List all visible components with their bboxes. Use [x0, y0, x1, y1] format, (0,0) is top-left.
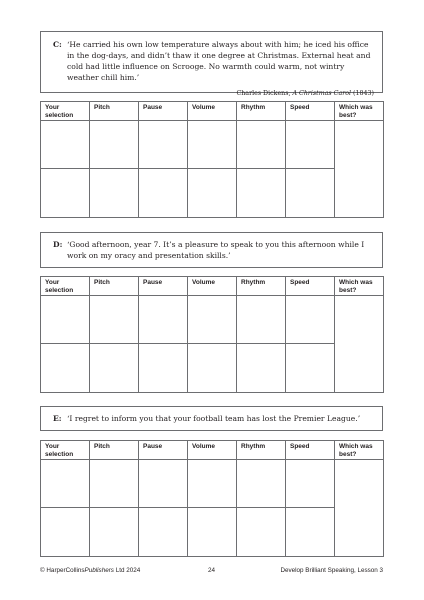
header-which-was-best: Which was best?: [335, 102, 384, 121]
cell-pause[interactable]: [139, 121, 188, 169]
header-row: [41, 102, 384, 121]
evaluation-table-d: [40, 276, 384, 393]
copyright-notice: [40, 567, 140, 574]
page-number: 24: [208, 567, 216, 574]
cell-selection[interactable]: [41, 344, 90, 393]
quote-letter: E:: [53, 414, 62, 423]
table-row: [41, 344, 384, 393]
cell-volume[interactable]: [188, 169, 237, 218]
cell-pause[interactable]: [139, 169, 188, 218]
attribution-author: Charles Dickens,: [236, 90, 293, 97]
header-speed: Speed: [286, 277, 335, 296]
lesson-title: Develop Brilliant Speaking, Lesson 3: [280, 567, 383, 574]
quote-letter: C:: [53, 40, 62, 49]
header-rhythm: Rhythm: [237, 441, 286, 460]
header-pause: Pause: [139, 102, 188, 121]
table-row: [41, 460, 384, 508]
copyright-prefix: © HarperCollins: [40, 567, 85, 574]
header-pause: Pause: [139, 277, 188, 296]
cell-which-was-best[interactable]: [335, 296, 384, 393]
header-your-selection: Your selection: [41, 102, 90, 121]
cell-volume[interactable]: [188, 508, 237, 557]
attribution: [53, 88, 374, 99]
cell-pitch[interactable]: [90, 121, 139, 169]
cell-selection[interactable]: [41, 296, 90, 344]
cell-speed[interactable]: [286, 296, 335, 344]
cell-which-was-best[interactable]: [335, 121, 384, 218]
cell-rhythm[interactable]: [237, 121, 286, 169]
cell-selection[interactable]: [41, 121, 90, 169]
quote-body: ‘I regret to inform you that your football team has lost the Premier League.’: [67, 414, 361, 423]
header-row: [41, 277, 384, 296]
quote-box-d: [40, 232, 383, 268]
header-your-selection: Your selection: [41, 277, 90, 296]
cell-speed[interactable]: [286, 508, 335, 557]
header-volume: Volume: [188, 277, 237, 296]
cell-pitch[interactable]: [90, 169, 139, 218]
evaluation-table-e: [40, 440, 384, 557]
header-rhythm: Rhythm: [237, 277, 286, 296]
copyright-suffix: Ltd 2024: [113, 567, 141, 574]
cell-which-was-best[interactable]: [335, 460, 384, 557]
evaluation-table-c: [40, 101, 384, 218]
header-row: [41, 441, 384, 460]
cell-pitch[interactable]: [90, 460, 139, 508]
cell-pitch[interactable]: [90, 508, 139, 557]
cell-pause[interactable]: [139, 344, 188, 393]
cell-pause[interactable]: [139, 296, 188, 344]
cell-volume[interactable]: [188, 296, 237, 344]
quote-text: [53, 413, 374, 424]
cell-speed[interactable]: [286, 460, 335, 508]
table-row: [41, 121, 384, 169]
cell-pitch[interactable]: [90, 344, 139, 393]
quote-text: [53, 39, 374, 83]
cell-speed[interactable]: [286, 169, 335, 218]
cell-pause[interactable]: [139, 508, 188, 557]
quote-letter: D:: [53, 240, 63, 249]
quote-text: [53, 239, 374, 261]
header-volume: Volume: [188, 102, 237, 121]
cell-volume[interactable]: [188, 121, 237, 169]
copyright-italic: Publishers: [84, 567, 114, 574]
cell-rhythm[interactable]: [237, 344, 286, 393]
header-speed: Speed: [286, 102, 335, 121]
header-speed: Speed: [286, 441, 335, 460]
quote-box-e: [40, 406, 383, 431]
quote-box-c: [40, 31, 383, 97]
table-row: [41, 296, 384, 344]
cell-rhythm[interactable]: [237, 296, 286, 344]
header-which-was-best: Which was best?: [335, 277, 384, 296]
header-rhythm: Rhythm: [237, 102, 286, 121]
header-which-was-best: Which was best?: [335, 441, 384, 460]
attribution-title: A Christmas Carol: [292, 90, 352, 97]
cell-pitch[interactable]: [90, 296, 139, 344]
header-your-selection: Your selection: [41, 441, 90, 460]
header-pitch: Pitch: [90, 277, 139, 296]
cell-volume[interactable]: [188, 460, 237, 508]
cell-selection[interactable]: [41, 460, 90, 508]
cell-speed[interactable]: [286, 344, 335, 393]
header-pause: Pause: [139, 441, 188, 460]
cell-pause[interactable]: [139, 460, 188, 508]
attribution-year: (1843): [351, 90, 374, 97]
header-volume: Volume: [188, 441, 237, 460]
header-pitch: Pitch: [90, 441, 139, 460]
table-row: [41, 508, 384, 557]
cell-speed[interactable]: [286, 121, 335, 169]
cell-selection[interactable]: [41, 169, 90, 218]
cell-rhythm[interactable]: [237, 169, 286, 218]
quote-body: ‘Good afternoon, year 7. It’s a pleasure to speak to you this afternoon while I work on my oracy and presentation skills.’: [67, 240, 365, 260]
cell-volume[interactable]: [188, 344, 237, 393]
cell-rhythm[interactable]: [237, 508, 286, 557]
header-pitch: Pitch: [90, 102, 139, 121]
cell-rhythm[interactable]: [237, 460, 286, 508]
cell-selection[interactable]: [41, 508, 90, 557]
table-row: [41, 169, 384, 218]
quote-body: ‘He carried his own low temperature always about with him; he iced his office in the dog-days, and didn’t thaw it one degree at Christmas. External heat and cold had little influence on Scrooge. No warmth could warm, not wintry weather chill him.’: [67, 40, 371, 82]
